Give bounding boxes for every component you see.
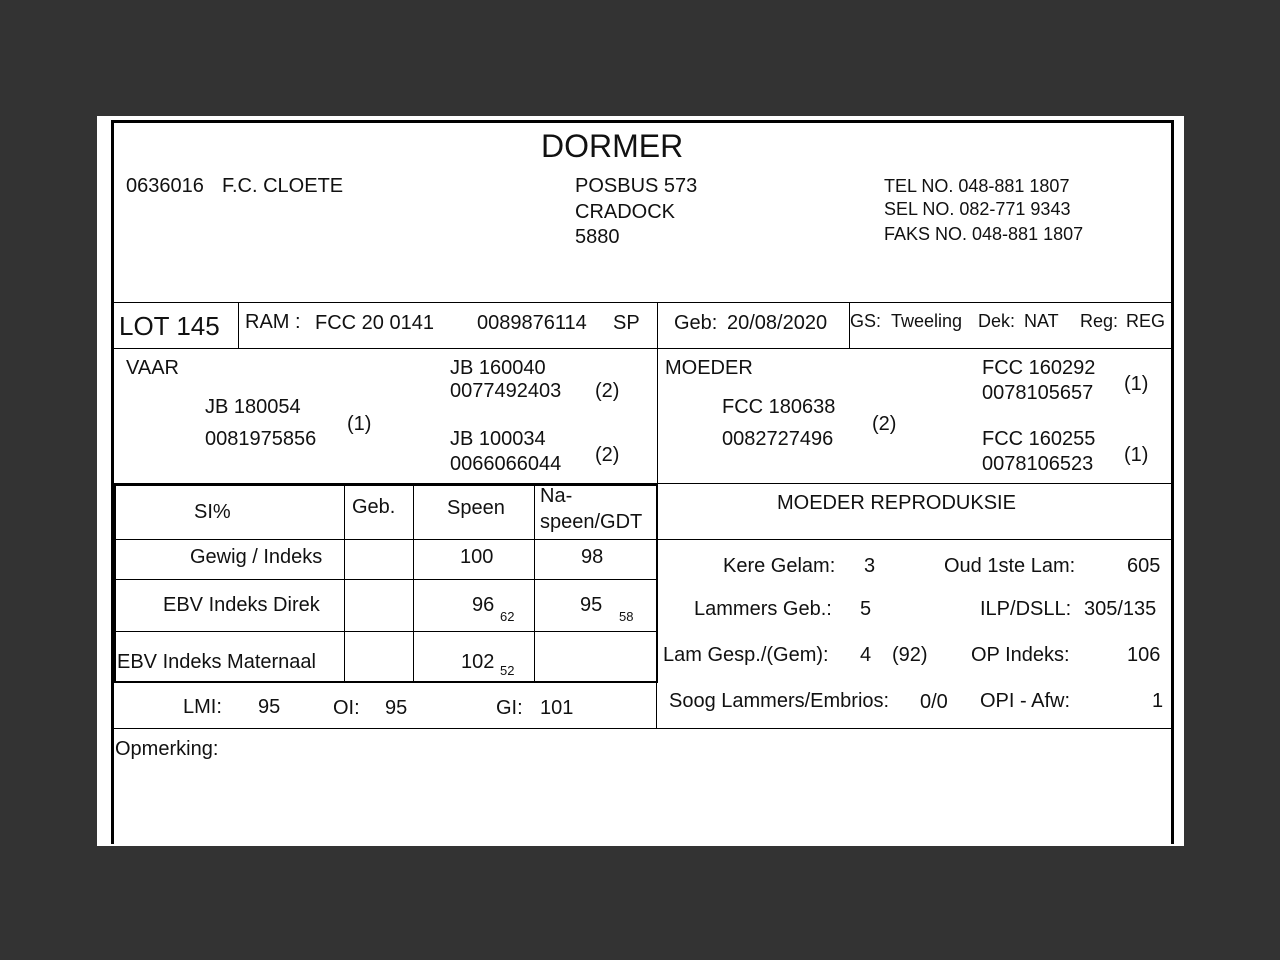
rule-lot-v1 (238, 302, 239, 348)
vaar-count: (1) (347, 413, 372, 435)
vaar-sire-number: 0077492403 (450, 380, 562, 402)
vaar-sire-count: (2) (595, 380, 620, 402)
gs-label: GS: (850, 311, 882, 331)
rule-si-row1 (114, 579, 658, 580)
sel-number: SEL NO. 082-771 9343 (884, 199, 1071, 219)
moeder-label: MOEDER (665, 357, 753, 379)
opmerking-label: Opmerking: (115, 738, 219, 760)
si-header-speen: Speen (447, 497, 505, 519)
rule-si-header (114, 539, 1172, 540)
address-line-1: POSBUS 573 (575, 175, 698, 197)
moeder-dam-id: FCC 160255 (982, 428, 1096, 450)
si-row-label: Gewig / Indeks (190, 546, 323, 568)
vaar-dam-id: JB 100034 (450, 428, 546, 450)
lmi-value: 95 (258, 696, 281, 718)
lam-gesp-label: Lam Gesp./(Gem): (663, 644, 829, 666)
address-line-3: 5880 (575, 226, 620, 248)
si-header-geb: Geb. (352, 496, 396, 518)
si-table-left (114, 484, 116, 683)
si-row-naspeen-sub: 58 (619, 609, 634, 624)
kere-gelam-value: 3 (864, 555, 876, 577)
vaar-label: VAAR (126, 357, 179, 379)
si-row-speen-sub: 52 (500, 663, 515, 678)
gi-label: GI: (496, 697, 523, 719)
geb-date: 20/08/2020 (727, 312, 828, 334)
rule-lot-top (114, 302, 1172, 303)
reproduksie-title: MOEDER REPRODUKSIE (777, 492, 1016, 514)
si-table-bottom (114, 681, 658, 683)
lammers-geb-value: 5 (860, 598, 872, 620)
breeder-code: 0636016 (126, 175, 204, 197)
opi-afw-label: OPI - Afw: (980, 690, 1071, 712)
ram-suffix: SP (613, 312, 640, 334)
rule-lot-v2 (657, 302, 658, 348)
address-line-2: CRADOCK (575, 201, 676, 223)
moeder-dam-number: 0078106523 (982, 453, 1094, 475)
vaar-dam-number: 0066066044 (450, 453, 562, 475)
si-row-speen: 96 (472, 594, 495, 616)
rule-si-col2 (413, 484, 414, 682)
faks-number: FAKS NO. 048-881 1807 (884, 224, 1084, 244)
vaar-sire-id: JB 160040 (450, 357, 546, 379)
si-header-naspeen-1: Na- (540, 485, 573, 507)
lot-number: LOT 145 (119, 311, 220, 341)
breed-title: DORMER (541, 128, 684, 164)
vaar-dam-count: (2) (595, 444, 620, 466)
lmi-label: LMI: (183, 696, 222, 718)
rule-si-col3 (534, 484, 535, 682)
moeder-sire-count: (1) (1124, 373, 1149, 395)
opi-afw-value: 1 (1152, 690, 1164, 712)
dek-value: NAT (1024, 311, 1059, 331)
rule-indices-bottom (114, 728, 1172, 729)
ilp-dsll-value: 305/135 (1084, 598, 1157, 620)
lam-gesp-value: 4 (860, 644, 872, 666)
si-row-speen-sub: 62 (500, 609, 515, 624)
gi-value: 101 (540, 697, 574, 719)
gs-value: Tweeling (891, 311, 963, 331)
ram-number: 0089876114 (477, 312, 587, 334)
cropped-red-text (165, 842, 1125, 846)
reg-value: REG (1126, 311, 1166, 331)
ram-label: RAM : (245, 311, 301, 333)
rule-pedigree-v (657, 348, 658, 484)
breeder-name: F.C. CLOETE (222, 175, 344, 197)
vaar-number: 0081975856 (205, 428, 317, 450)
lam-gem-value: (92) (892, 644, 928, 666)
moeder-number: 0082727496 (722, 428, 834, 450)
oi-label: OI: (333, 697, 360, 719)
geb-label: Geb: (674, 312, 718, 334)
moeder-dam-count: (1) (1124, 444, 1149, 466)
si-header-naspeen-2: speen/GDT (540, 511, 643, 533)
oud-1ste-lam-label: Oud 1ste Lam: (944, 555, 1076, 577)
si-row-label: EBV Indeks Maternaal (117, 651, 316, 673)
si-row-label: EBV Indeks Direk (163, 594, 320, 616)
soog-lammers-label: Soog Lammers/Embrios: (669, 690, 890, 712)
kere-gelam-label: Kere Gelam: (723, 555, 836, 577)
op-indeks-label: OP Indeks: (971, 644, 1070, 666)
rule-si-row2 (114, 631, 658, 632)
rule-si-col1 (344, 484, 345, 682)
lammers-geb-label: Lammers Geb.: (694, 598, 832, 620)
vaar-id: JB 180054 (205, 396, 301, 418)
si-table-top (114, 484, 658, 486)
oud-1ste-lam-value: 605 (1127, 555, 1161, 577)
moeder-sire-id: FCC 160292 (982, 357, 1096, 379)
reg-label: Reg: (1080, 311, 1119, 331)
si-row-speen: 100 (460, 546, 494, 568)
op-indeks-value: 106 (1127, 644, 1161, 666)
si-row-naspeen: 95 (580, 594, 603, 616)
tel-number: TEL NO. 048-881 1807 (884, 176, 1070, 196)
dek-label: Dek: (978, 311, 1016, 331)
rule-lot-bottom (114, 348, 1172, 349)
moeder-sire-number: 0078105657 (982, 382, 1094, 404)
oi-value: 95 (385, 697, 408, 719)
si-row-speen: 102 (461, 651, 495, 673)
soog-lammers-value: 0/0 (920, 691, 948, 713)
ilp-dsll-label: ILP/DSLL: (980, 598, 1072, 620)
rule-indices-v (656, 683, 657, 728)
moeder-count: (2) (872, 413, 897, 435)
moeder-id: FCC 180638 (722, 396, 836, 418)
si-row-naspeen: 98 (581, 546, 604, 568)
ram-id: FCC 20 0141 (315, 312, 434, 334)
si-header-label: SI% (194, 501, 231, 523)
si-table-right (656, 484, 658, 683)
